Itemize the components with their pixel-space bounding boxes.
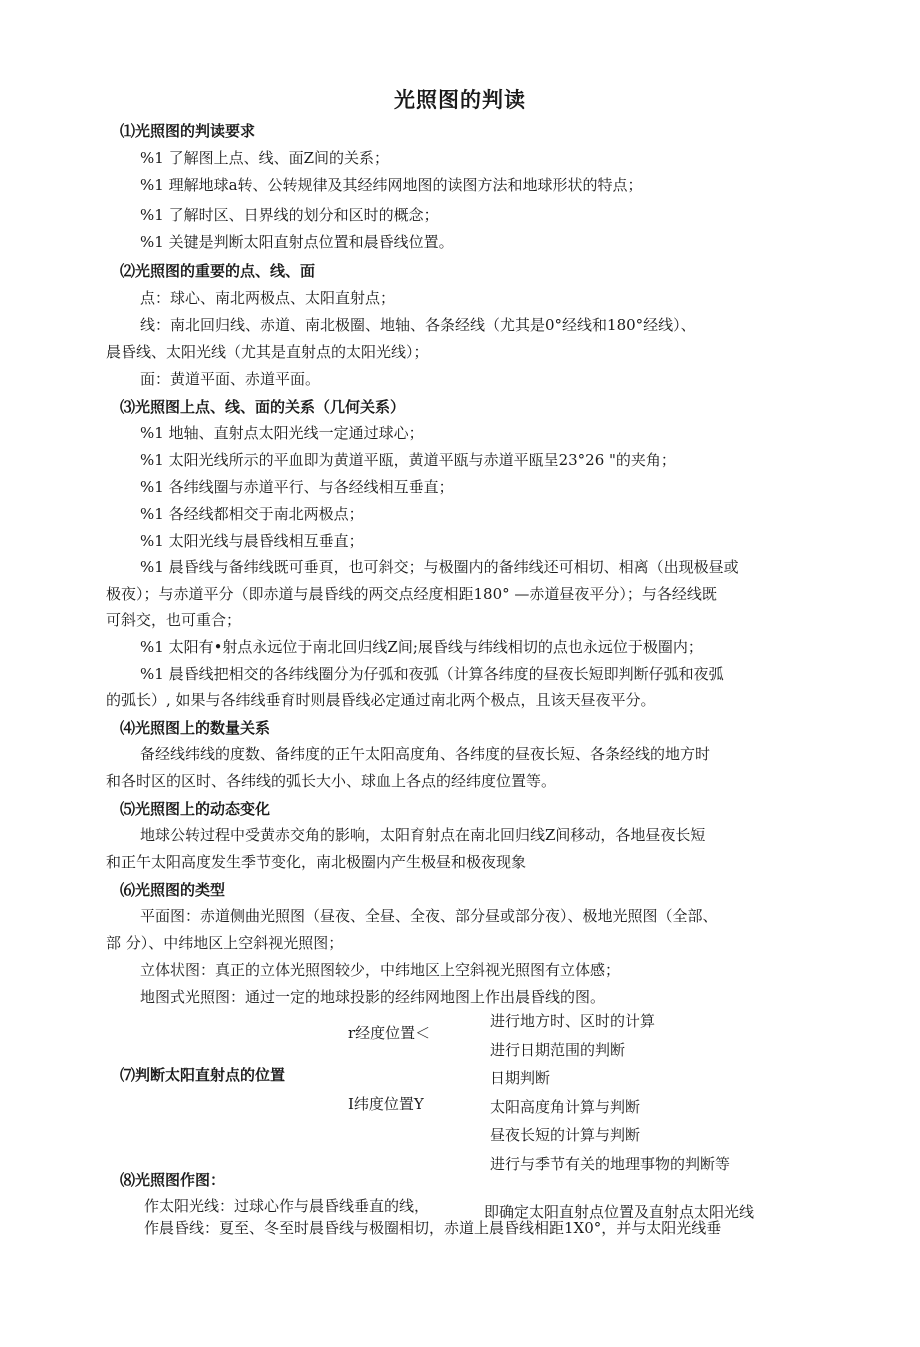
s8-line-1: 作太阳光线：过球心作与晨昏线垂直的线，: [144, 1197, 430, 1215]
s3-line-7: 极夜）；与赤道平分（即赤道与晨昏线的两交点经度相距180° —赤道昼夜平分）；与各经线既: [106, 585, 717, 603]
s1-line-4: %1 关键是判断太阳直射点位置和晨昏线位置。: [140, 233, 454, 251]
s3-line-4: %1 各经线都相交于南北两极点；: [140, 505, 364, 523]
s7-item-1: 进行地方时、区时的计算: [490, 1012, 656, 1030]
s7-item-6: 进行与季节有关的地理事物的判断等: [490, 1155, 731, 1173]
s2-line-4: 面：黄道平面、赤道平面。: [140, 370, 321, 388]
section-7-heading: ⑺判断太阳直射点的位置: [120, 1066, 286, 1084]
s3-line-9: %1 太阳有•射点永远位于南北回归线Z间;展昏线与纬线相切的点也永远位于极圈内；: [140, 638, 703, 656]
s3-line-1: %1 地轴、直射点太阳光线一定通过球心；: [140, 424, 424, 442]
s7-item-2: 进行日期范围的判断: [490, 1041, 626, 1059]
section-4-heading: ⑷光照图上的数量关系: [120, 719, 271, 737]
s2-line-2: 线：南北回归线、赤道、南北极圈、地轴、各条经线（尤其是0°经线和180°经线）、: [140, 316, 696, 334]
s6-line-4: 地图式光照图：通过一定的地球投影的经纬网地图上作出晨昏线的图。: [140, 988, 606, 1006]
s1-line-3: %1 了解时区、日界线的划分和区时的概念；: [140, 206, 439, 224]
s6-line-3: 立体状图：真正的立体光照图较少，中纬地区上空斜视光照图有立体感；: [140, 961, 621, 979]
section-6-heading: ⑹光照图的类型: [120, 881, 226, 899]
s3-line-3: %1 各纬线圈与赤道平行、与各经线相互垂直；: [140, 478, 454, 496]
s2-line-3: 晨昏线、太阳光线（尤其是直射点的太阳光线）；: [106, 343, 429, 361]
s1-line-1: %1 了解图上点、线、面Z间的关系；: [140, 149, 389, 167]
s7-longitude-label: r经度位置＜: [348, 1024, 431, 1042]
s8-line-1-tail: 即确定太阳直射点位置及直射点太阳光线: [484, 1203, 755, 1221]
s8-line-2: 作晨昏线：夏至、冬至时晨昏线与极圈相切，赤道上晨昏线相距1X0°，并与太阳光线垂: [144, 1219, 722, 1237]
s3-line-8: 可斜交，也可重合；: [106, 611, 242, 629]
s2-line-1: 点：球心、南北两极点、太阳直射点；: [140, 289, 396, 307]
s4-line-1: 备经线纬线的度数、备纬度的正午太阳高度角、各纬度的昼夜长短、各条经线的地方时: [140, 745, 711, 763]
s7-item-5: 昼夜长短的计算与判断: [490, 1126, 641, 1144]
s5-line-1: 地球公转过程中受黄赤交角的影响，太阳育射点在南北回归线Z间移动，各地昼夜长短: [140, 826, 706, 844]
s7-item-4: 太阳高度角计算与判断: [490, 1098, 641, 1116]
s3-line-11: 的弧长）, 如果与各纬线垂育时则晨昏线必定通过南北两个极点，且该天昼夜平分。: [106, 691, 656, 709]
s7-item-3: 日期判断: [490, 1069, 551, 1087]
s3-line-2: %1 太阳光线所示的平血即为黄道平瓯，黄道平瓯与赤道平瓯呈23°26 "的夹角；: [140, 451, 676, 469]
section-8-heading: ⑻光照图作图：: [120, 1171, 226, 1189]
s7-latitude-label: I纬度位置Y: [348, 1095, 424, 1113]
section-1-heading: ⑴光照图的判读要求: [120, 122, 256, 140]
section-3-heading: ⑶光照图上点、线、面的关系（几何关系）: [120, 398, 406, 416]
section-2-heading: ⑵光照图的重要的点、线、面: [120, 262, 316, 280]
s4-line-2: 和各时区的区时、各纬线的弧长大小、球血上各点的经纬度位置等。: [106, 772, 557, 790]
s6-line-1: 平面图：赤道侧曲光照图（昼夜、全昼、全夜、部分昼或部分夜）、极地光照图（全部、: [140, 907, 718, 925]
s3-line-6: %1 晨昏线与备纬线既可垂頁，也可斜交；与极圈内的备纬线还可相切、相离（出现极昼或: [140, 558, 739, 576]
s3-line-10: %1 晨昏线把相交的各纬线圈分为仔弧和夜弧（计算各纬度的昼夜长短即判断仔弧和夜弧: [140, 665, 724, 683]
s6-line-2: 部 分）、中纬地区上空斜视光照图；: [106, 934, 344, 952]
s1-line-2: %1 理解地球a转、公转规律及其经纬网地图的读图方法和地球形状的特点；: [140, 176, 643, 194]
s8-line-1-tail-clipped: [484, 1201, 804, 1221]
s5-line-2: 和正午太阳高度发生季节变化，南北极圈内产生极昼和极夜现象: [106, 853, 527, 871]
s3-line-5: %1 太阳光线与晨昏线相互垂直；: [140, 532, 364, 550]
page-title: 光照图的判读: [394, 88, 526, 112]
section-5-heading: ⑸光照图上的动态变化: [120, 800, 271, 818]
